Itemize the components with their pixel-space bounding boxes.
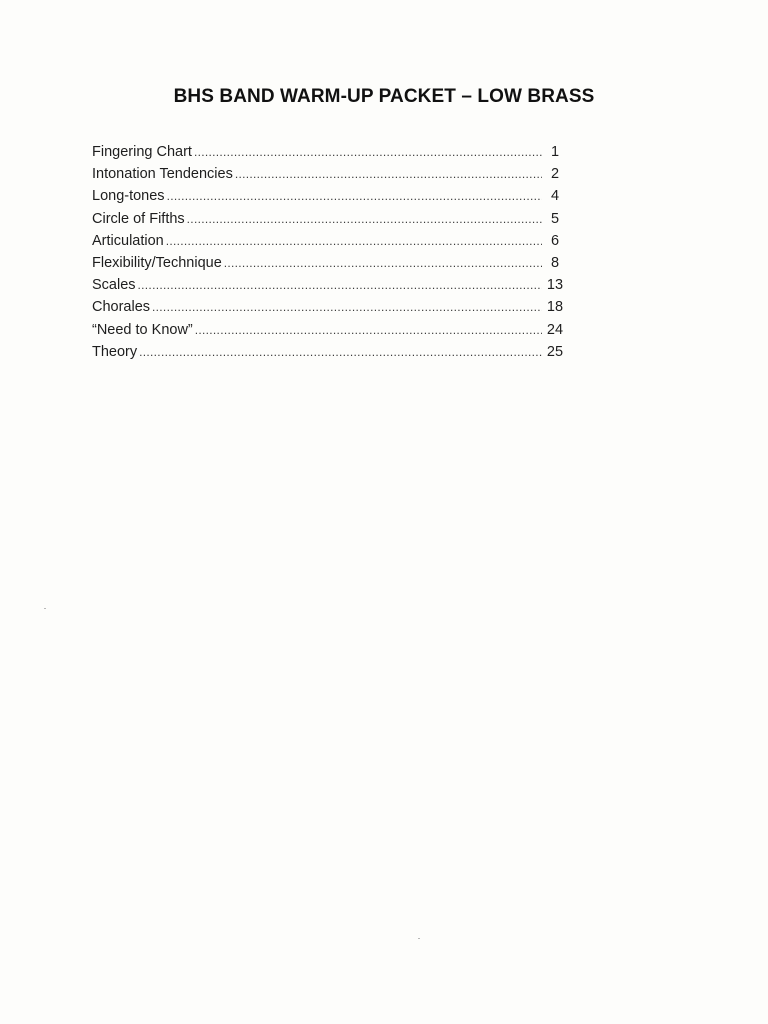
toc-dot-leader <box>152 296 542 318</box>
toc-entry-long-tones <box>92 185 566 207</box>
toc-entry-page: 13 <box>546 277 564 294</box>
toc-entry-page: 1 <box>550 144 560 160</box>
toc-entry-label: Theory <box>92 343 138 360</box>
toc-entry-need-to-know <box>92 319 566 341</box>
toc-entry-page: 5 <box>550 210 560 227</box>
toc-dot-leader <box>138 274 542 296</box>
toc-dot-leader <box>194 141 542 163</box>
toc-entry-fingering-chart <box>92 141 566 163</box>
toc-entry-articulation <box>92 230 566 252</box>
toc-entry-intonation-tendencies <box>92 163 566 185</box>
toc-entry-scales <box>92 274 566 296</box>
toc-entry-page: 6 <box>550 232 560 249</box>
toc-entry-label: “Need to Know” <box>92 321 193 338</box>
toc-dot-leader <box>139 341 542 363</box>
toc-dot-leader <box>195 319 542 341</box>
toc-entry-label: Articulation <box>92 232 164 249</box>
toc-dot-leader <box>187 208 542 230</box>
scan-speck <box>418 938 420 939</box>
toc-entry-page: 4 <box>550 188 560 205</box>
toc-entry-page: 18 <box>546 299 564 316</box>
toc-entry-chorales <box>92 296 566 318</box>
toc-entry-label: Long-tones <box>92 188 165 205</box>
toc-dot-leader <box>166 230 542 252</box>
toc-entry-theory <box>92 341 566 363</box>
toc-entry-label: Flexibility/Technique <box>92 254 222 271</box>
toc-entry-label: Circle of Fifths <box>92 210 185 227</box>
toc-entry-page: 25 <box>546 343 564 360</box>
page-title: BHS BAND WARM-UP PACKET – LOW BRASS <box>173 86 595 107</box>
toc-entry-page: 24 <box>546 321 564 338</box>
toc-entry-label: Fingering Chart <box>92 144 192 160</box>
toc-entry-label: Scales <box>92 277 136 294</box>
toc-entry-circle-of-fifths <box>92 208 566 230</box>
toc-entry-page: 2 <box>550 166 560 183</box>
toc-dot-leader <box>235 163 542 185</box>
toc-entry-page: 8 <box>550 254 560 271</box>
toc-entry-label: Intonation Tendencies <box>92 166 233 183</box>
toc-entry-label: Chorales <box>92 299 151 316</box>
table-of-contents <box>92 141 566 363</box>
toc-dot-leader <box>224 252 542 274</box>
scan-speck <box>44 608 46 609</box>
toc-dot-leader <box>167 185 542 207</box>
toc-entry-flexibility-technique <box>92 252 566 274</box>
